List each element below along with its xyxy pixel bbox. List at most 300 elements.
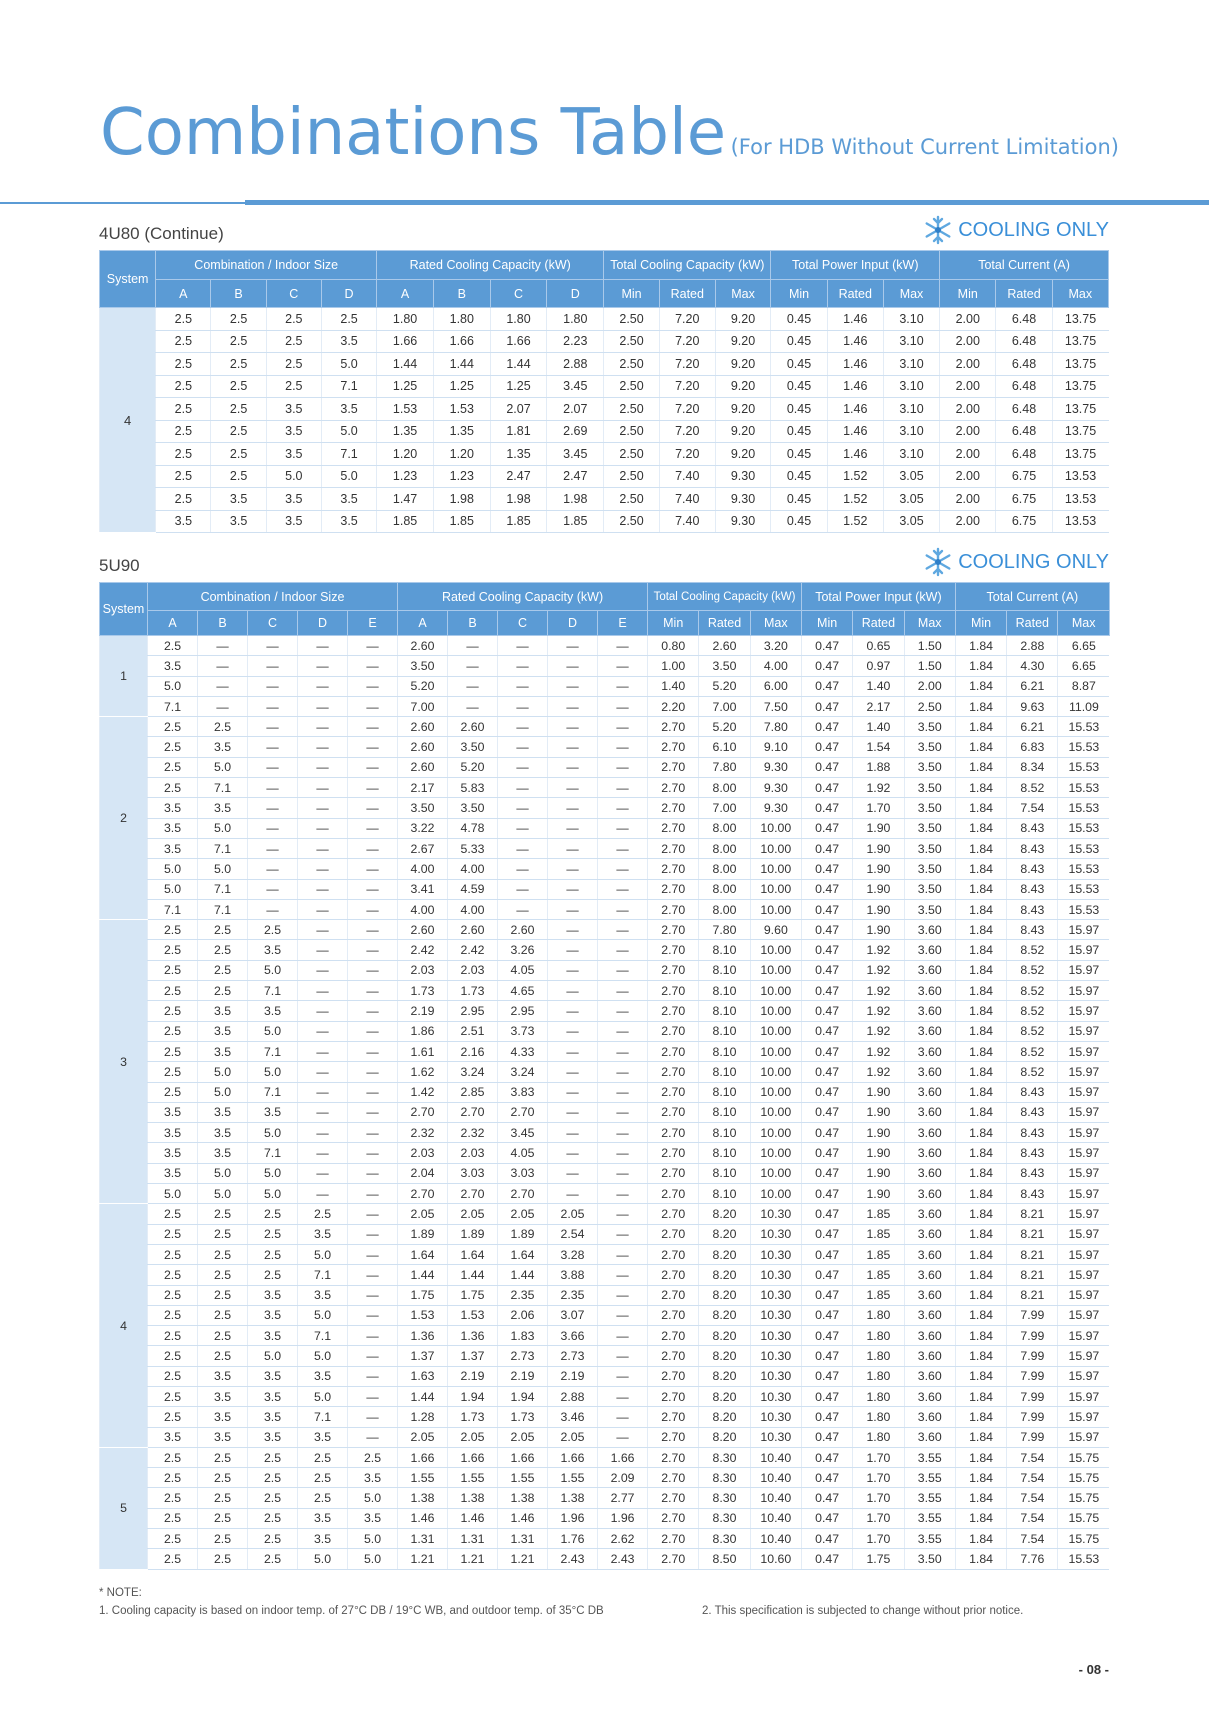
table-cell: 1.84 xyxy=(955,838,1006,858)
table-cell: 0.47 xyxy=(801,1184,852,1204)
table-cell: 2.00 xyxy=(940,488,996,511)
table-row xyxy=(100,1386,1110,1406)
table-cell: — xyxy=(598,1102,648,1122)
table-cell: — xyxy=(248,818,298,838)
table-cell: — xyxy=(248,676,298,696)
table-cell: 1.92 xyxy=(853,1021,904,1041)
table-cell: 2.00 xyxy=(940,465,996,488)
table-cell: 3.10 xyxy=(883,353,939,376)
table-cell: 7.54 xyxy=(1007,1488,1058,1508)
table-cell: — xyxy=(598,1244,648,1264)
subheader-cell: A xyxy=(377,280,434,308)
table-cell: 10.30 xyxy=(750,1204,801,1224)
table-cell: — xyxy=(298,717,348,737)
table-cell: 1.53 xyxy=(377,398,434,421)
table-cell: 15.97 xyxy=(1058,1021,1109,1041)
table-cell: 2.70 xyxy=(648,1163,699,1183)
table-cell: 0.47 xyxy=(801,636,852,656)
table-cell: 0.45 xyxy=(771,375,827,398)
snowflake-icon xyxy=(922,546,954,578)
table-cell: 2.05 xyxy=(548,1204,598,1224)
table-cell: — xyxy=(548,1163,598,1183)
table-cell: 9.20 xyxy=(715,420,771,443)
table-cell: 2.70 xyxy=(648,1062,699,1082)
table-cell: 2.5 xyxy=(148,1001,198,1021)
table-cell: 13.75 xyxy=(1052,330,1108,353)
table-cell: 7.1 xyxy=(198,899,248,919)
table-cell: 3.5 xyxy=(198,798,248,818)
table-cell: 3.60 xyxy=(904,1184,955,1204)
table-cell: 3.5 xyxy=(298,1285,348,1305)
table-row xyxy=(100,1468,1110,1488)
table-cell: 2.70 xyxy=(648,920,699,940)
table-cell: 10.00 xyxy=(750,899,801,919)
table-cell: 3.60 xyxy=(904,1224,955,1244)
table-cell: 2.16 xyxy=(448,1041,498,1061)
table-cell: 8.52 xyxy=(1007,981,1058,1001)
table-cell: 3.60 xyxy=(904,1041,955,1061)
table-cell: 7.1 xyxy=(198,838,248,858)
table-cell: 2.70 xyxy=(648,1386,699,1406)
table-cell: 5.0 xyxy=(248,1062,298,1082)
header-accent-rule xyxy=(245,200,1209,205)
table-cell: 3.5 xyxy=(198,1143,248,1163)
table-cell: — xyxy=(548,818,598,838)
table-cell: 9.20 xyxy=(715,353,771,376)
table-cell: 5.83 xyxy=(448,778,498,798)
table-cell: 5.0 xyxy=(148,676,198,696)
table-cell: — xyxy=(548,960,598,980)
table-cell: 2.5 xyxy=(148,1488,198,1508)
table-cell: 0.45 xyxy=(771,308,827,331)
table-row xyxy=(100,879,1110,899)
table-cell: 8.10 xyxy=(699,1123,750,1143)
table-cell: — xyxy=(598,1163,648,1183)
table-cell: 3.45 xyxy=(498,1123,548,1143)
table-cell: 0.47 xyxy=(801,798,852,818)
table-cell: 0.47 xyxy=(801,1468,852,1488)
table-cell: 1.85 xyxy=(853,1244,904,1264)
table-cell: 2.95 xyxy=(498,1001,548,1021)
table-cell: 2.5 xyxy=(198,1285,248,1305)
table-cell: — xyxy=(248,778,298,798)
table-cell: 1.36 xyxy=(398,1326,448,1346)
table-cell: 1.25 xyxy=(433,375,490,398)
table-cell: 10.30 xyxy=(750,1244,801,1264)
table-cell: 3.60 xyxy=(904,1062,955,1082)
table-cell: 2.60 xyxy=(699,636,750,656)
table-cell: 2.5 xyxy=(198,940,248,960)
table-cell: 7.20 xyxy=(659,375,715,398)
table-cell: 1.92 xyxy=(853,1062,904,1082)
table-cell: 15.97 xyxy=(1058,1123,1109,1143)
table-cell: 1.70 xyxy=(853,1447,904,1467)
table-cell: 1.98 xyxy=(490,488,547,511)
table-cell: — xyxy=(598,1346,648,1366)
table-row xyxy=(100,488,1109,511)
table-cell: 2.5 xyxy=(348,1447,398,1467)
table-cell: 0.47 xyxy=(801,1386,852,1406)
table-cell: 7.00 xyxy=(699,798,750,818)
table-cell: 15.97 xyxy=(1058,981,1109,1001)
table-cell: 1.44 xyxy=(377,353,434,376)
table-cell: — xyxy=(598,1021,648,1041)
table-cell: 7.20 xyxy=(659,308,715,331)
table-cell: 0.47 xyxy=(801,1041,852,1061)
table-cell: — xyxy=(548,859,598,879)
table-cell: 10.00 xyxy=(750,981,801,1001)
table-cell: 3.83 xyxy=(498,1082,548,1102)
table-cell: 3.50 xyxy=(904,737,955,757)
table-cell: 10.00 xyxy=(750,1123,801,1143)
table-cell: 2.5 xyxy=(156,330,211,353)
table-cell: — xyxy=(298,1021,348,1041)
table-cell: 2.5 xyxy=(156,443,211,466)
table-cell: 15.97 xyxy=(1058,1265,1109,1285)
table-row xyxy=(100,465,1109,488)
table-cell: 8.30 xyxy=(699,1529,750,1549)
table-cell: 8.00 xyxy=(699,859,750,879)
system-cell: 4 xyxy=(100,1204,148,1448)
table-cell: 3.60 xyxy=(904,1021,955,1041)
table-cell: 1.80 xyxy=(853,1326,904,1346)
table-cell: 1.44 xyxy=(398,1265,448,1285)
table-cell: 2.60 xyxy=(498,920,548,940)
table-cell: 1.90 xyxy=(853,899,904,919)
table-cell: 0.47 xyxy=(801,676,852,696)
table-cell: 3.05 xyxy=(883,488,939,511)
table-cell: 7.20 xyxy=(659,353,715,376)
table-cell: 4.00 xyxy=(448,899,498,919)
table-cell: 1.46 xyxy=(498,1508,548,1528)
table-cell: 0.47 xyxy=(801,1346,852,1366)
table-cell: 7.80 xyxy=(750,717,801,737)
table-cell: — xyxy=(598,920,648,940)
table-cell: 1.52 xyxy=(827,488,883,511)
table-cell: 2.5 xyxy=(211,375,266,398)
table-cell: 0.47 xyxy=(801,1224,852,1244)
table-cell: 1.35 xyxy=(377,420,434,443)
table-row xyxy=(100,1285,1110,1305)
table-cell: 15.53 xyxy=(1058,818,1109,838)
table-cell: 0.47 xyxy=(801,1123,852,1143)
subheader-cell: Rated xyxy=(827,280,883,308)
table-cell: 3.5 xyxy=(298,1366,348,1386)
table-cell: 0.47 xyxy=(801,1427,852,1447)
table-cell: 3.5 xyxy=(248,1102,298,1122)
table-cell: 2.05 xyxy=(548,1427,598,1447)
table-cell: — xyxy=(498,778,548,798)
table-cell: — xyxy=(548,1123,598,1143)
table-cell: — xyxy=(298,656,348,676)
table-cell: 1.31 xyxy=(448,1529,498,1549)
table-cell: 1.61 xyxy=(398,1041,448,1061)
table-cell: 7.54 xyxy=(1007,1529,1058,1549)
table-cell: 7.99 xyxy=(1007,1386,1058,1406)
table-cell: 1.85 xyxy=(853,1285,904,1305)
system-cell: 3 xyxy=(100,920,148,1204)
note-2: 2. This specification is subjected to change without prior notice. xyxy=(702,1605,1024,1617)
table-row xyxy=(100,798,1110,818)
table-cell: 0.47 xyxy=(801,737,852,757)
table-cell: 3.60 xyxy=(904,1386,955,1406)
table-cell: 1.80 xyxy=(853,1407,904,1427)
table-cell: 1.37 xyxy=(448,1346,498,1366)
table-cell: — xyxy=(548,717,598,737)
table-cell: 2.5 xyxy=(148,1326,198,1346)
table-cell: 0.45 xyxy=(771,353,827,376)
table-cell: 3.03 xyxy=(498,1163,548,1183)
table-cell: 1.84 xyxy=(955,1285,1006,1305)
table-cell: 1.64 xyxy=(398,1244,448,1264)
table-cell: 8.10 xyxy=(699,1163,750,1183)
table-cell: 7.80 xyxy=(699,920,750,940)
subheader-cell: Min xyxy=(648,611,699,636)
table-cell: 2.70 xyxy=(648,737,699,757)
table-cell: — xyxy=(448,656,498,676)
table-cell: 2.00 xyxy=(904,676,955,696)
table-cell: 0.47 xyxy=(801,1447,852,1467)
table-cell: 2.50 xyxy=(604,375,660,398)
table-cell: 2.70 xyxy=(648,1123,699,1143)
table-cell: 1.80 xyxy=(853,1386,904,1406)
table-cell: 6.65 xyxy=(1058,656,1109,676)
table-cell: 0.47 xyxy=(801,1285,852,1305)
table-cell: 7.99 xyxy=(1007,1407,1058,1427)
table-cell: 3.41 xyxy=(398,879,448,899)
table-cell: 15.97 xyxy=(1058,1386,1109,1406)
table-cell: 8.43 xyxy=(1007,1102,1058,1122)
table-cell: 2.70 xyxy=(648,1204,699,1224)
table-cell: 1.84 xyxy=(955,1102,1006,1122)
table-cell: 1.55 xyxy=(448,1468,498,1488)
table-cell: 4.78 xyxy=(448,818,498,838)
table-cell: 5.0 xyxy=(198,859,248,879)
table-cell: 0.45 xyxy=(771,420,827,443)
table-cell: 0.47 xyxy=(801,1549,852,1569)
table-cell: 7.00 xyxy=(398,696,448,716)
table-cell: — xyxy=(598,859,648,879)
table-cell: 1.84 xyxy=(955,1123,1006,1143)
table-cell: 3.60 xyxy=(904,1326,955,1346)
table-cell: 11.09 xyxy=(1058,696,1109,716)
header-combination: Combination / Indoor Size xyxy=(156,251,377,280)
table-cell: 4.05 xyxy=(498,960,548,980)
table-cell: 2.5 xyxy=(198,920,248,940)
table-cell: 10.60 xyxy=(750,1549,801,1569)
table-cell: 2.70 xyxy=(648,798,699,818)
table-cell: 2.50 xyxy=(604,510,660,533)
table-cell: 1.80 xyxy=(853,1305,904,1325)
table-cell: 4.33 xyxy=(498,1041,548,1061)
table-cell: 8.10 xyxy=(699,1062,750,1082)
table-cell: 1.53 xyxy=(448,1305,498,1325)
table-cell: — xyxy=(298,1184,348,1204)
table-cell: 10.30 xyxy=(750,1326,801,1346)
section-4u80-header xyxy=(99,216,1109,246)
table-cell: 5.0 xyxy=(321,353,376,376)
table-cell: 2.70 xyxy=(648,859,699,879)
table-cell: 2.5 xyxy=(248,1549,298,1569)
table-cell: 2.03 xyxy=(398,960,448,980)
table-cell: 0.47 xyxy=(801,838,852,858)
table-cell: 1.66 xyxy=(548,1447,598,1467)
subheader-cell: C xyxy=(248,611,298,636)
table-cell: 15.97 xyxy=(1058,1224,1109,1244)
table-cell: 2.70 xyxy=(648,838,699,858)
table-cell: 2.00 xyxy=(940,443,996,466)
table-cell: 13.75 xyxy=(1052,443,1108,466)
snowflake-icon xyxy=(922,214,954,246)
table-row xyxy=(100,1244,1110,1264)
table-cell: 2.69 xyxy=(547,420,604,443)
table-cell: 2.5 xyxy=(198,1244,248,1264)
table-cell: 2.5 xyxy=(198,1529,248,1549)
table-cell: 0.47 xyxy=(801,981,852,1001)
table-row xyxy=(100,398,1109,421)
table-cell: 1.84 xyxy=(955,879,1006,899)
table-cell: 1.92 xyxy=(853,940,904,960)
table-cell: 3.5 xyxy=(321,510,376,533)
note-label: * NOTE: xyxy=(99,1587,142,1599)
table-cell: 9.30 xyxy=(750,757,801,777)
table-cell: 10.00 xyxy=(750,1163,801,1183)
table-cell: 8.87 xyxy=(1058,676,1109,696)
table-cell: — xyxy=(248,798,298,818)
table-cell: 3.50 xyxy=(904,859,955,879)
table-cell: 9.20 xyxy=(715,443,771,466)
table-cell: 10.00 xyxy=(750,879,801,899)
table-cell: 1.31 xyxy=(498,1529,548,1549)
table-cell: 5.0 xyxy=(198,1062,248,1082)
table-cell: 2.5 xyxy=(266,308,321,331)
table-cell: 2.5 xyxy=(148,940,198,960)
table-cell: 1.38 xyxy=(398,1488,448,1508)
table-cell: 9.20 xyxy=(715,398,771,421)
table-cell: — xyxy=(598,696,648,716)
table-cell: 13.75 xyxy=(1052,398,1108,421)
table-cell: 2.70 xyxy=(648,1021,699,1041)
table-cell: 0.47 xyxy=(801,1102,852,1122)
table-cell: 1.84 xyxy=(955,1062,1006,1082)
subheader-cell: D xyxy=(298,611,348,636)
table-cell: 8.20 xyxy=(699,1305,750,1325)
table-cell: 3.50 xyxy=(904,899,955,919)
table-cell: 7.40 xyxy=(659,510,715,533)
table-cell: 8.10 xyxy=(699,1082,750,1102)
table-cell: 1.84 xyxy=(955,1529,1006,1549)
table-row xyxy=(100,899,1110,919)
table-cell: 1.80 xyxy=(377,308,434,331)
table-cell: 1.46 xyxy=(827,420,883,443)
table-cell: 2.54 xyxy=(548,1224,598,1244)
table-cell: 10.30 xyxy=(750,1265,801,1285)
table-cell: 1.84 xyxy=(955,1346,1006,1366)
table-cell: — xyxy=(498,717,548,737)
table-cell: — xyxy=(348,920,398,940)
table-cell: 1.76 xyxy=(548,1529,598,1549)
table-cell: 3.5 xyxy=(266,510,321,533)
table-cell: 2.5 xyxy=(211,330,266,353)
page-subtitle: (For HDB Without Current Limitation) xyxy=(730,135,1119,159)
table-cell: — xyxy=(548,838,598,858)
page-header xyxy=(100,96,1119,170)
table-cell: — xyxy=(498,818,548,838)
table-cell: — xyxy=(348,1184,398,1204)
table-cell: 2.73 xyxy=(548,1346,598,1366)
section-5u90-header xyxy=(99,548,1109,578)
table-cell: — xyxy=(248,859,298,879)
table-cell: 2.5 xyxy=(198,717,248,737)
table-cell: 2.70 xyxy=(648,757,699,777)
table-cell: 1.90 xyxy=(853,1184,904,1204)
table-cell: 3.73 xyxy=(498,1021,548,1041)
table-cell: 2.70 xyxy=(648,1102,699,1122)
table-cell: 8.10 xyxy=(699,1021,750,1041)
table-row xyxy=(100,1488,1110,1508)
table-cell: 0.47 xyxy=(801,757,852,777)
table-cell: 3.50 xyxy=(904,838,955,858)
table-cell: 7.1 xyxy=(148,696,198,716)
table-cell: 2.5 xyxy=(198,1488,248,1508)
table-cell: — xyxy=(598,798,648,818)
table-cell: 5.0 xyxy=(348,1529,398,1549)
subheader-cell: Min xyxy=(801,611,852,636)
combinations-table-5u90 xyxy=(99,582,1110,1570)
table-cell: 2.70 xyxy=(648,717,699,737)
table-cell: 10.30 xyxy=(750,1305,801,1325)
table-cell: — xyxy=(298,859,348,879)
table-cell: 5.0 xyxy=(248,1163,298,1183)
table-cell: 2.60 xyxy=(398,636,448,656)
table-cell: 10.30 xyxy=(750,1224,801,1244)
table-cell: 15.97 xyxy=(1058,1346,1109,1366)
subheader-cell: Rated xyxy=(1007,611,1058,636)
table-cell: 1.90 xyxy=(853,879,904,899)
table-cell: 2.5 xyxy=(148,757,198,777)
table-cell: 1.66 xyxy=(490,330,547,353)
table-cell: 9.10 xyxy=(750,737,801,757)
table-cell: 3.5 xyxy=(198,1366,248,1386)
table-cell: 15.53 xyxy=(1058,757,1109,777)
table-cell: 9.63 xyxy=(1007,696,1058,716)
table-cell: 8.10 xyxy=(699,981,750,1001)
table-cell: 0.47 xyxy=(801,1001,852,1021)
table-cell: 1.36 xyxy=(448,1326,498,1346)
table-cell: 1.80 xyxy=(853,1427,904,1447)
table-cell: 1.84 xyxy=(955,676,1006,696)
table-cell: — xyxy=(298,1041,348,1061)
header-system: System xyxy=(100,583,148,636)
table-cell: 1.46 xyxy=(827,375,883,398)
table-cell: 7.80 xyxy=(699,757,750,777)
table-cell: — xyxy=(348,1305,398,1325)
table-cell: — xyxy=(598,1285,648,1305)
table-cell: 15.97 xyxy=(1058,1041,1109,1061)
table-cell: 2.70 xyxy=(648,899,699,919)
table-cell: 1.46 xyxy=(827,443,883,466)
table-cell: — xyxy=(348,1001,398,1021)
table-cell: 15.53 xyxy=(1058,838,1109,858)
table-cell: 10.00 xyxy=(750,1041,801,1061)
table-cell: 1.90 xyxy=(853,1082,904,1102)
table-cell: — xyxy=(598,1082,648,1102)
table-cell: 0.47 xyxy=(801,1143,852,1163)
table-cell: 3.60 xyxy=(904,960,955,980)
table-cell: 2.70 xyxy=(398,1184,448,1204)
table-cell: 2.5 xyxy=(198,1305,248,1325)
table-cell: 8.10 xyxy=(699,1184,750,1204)
